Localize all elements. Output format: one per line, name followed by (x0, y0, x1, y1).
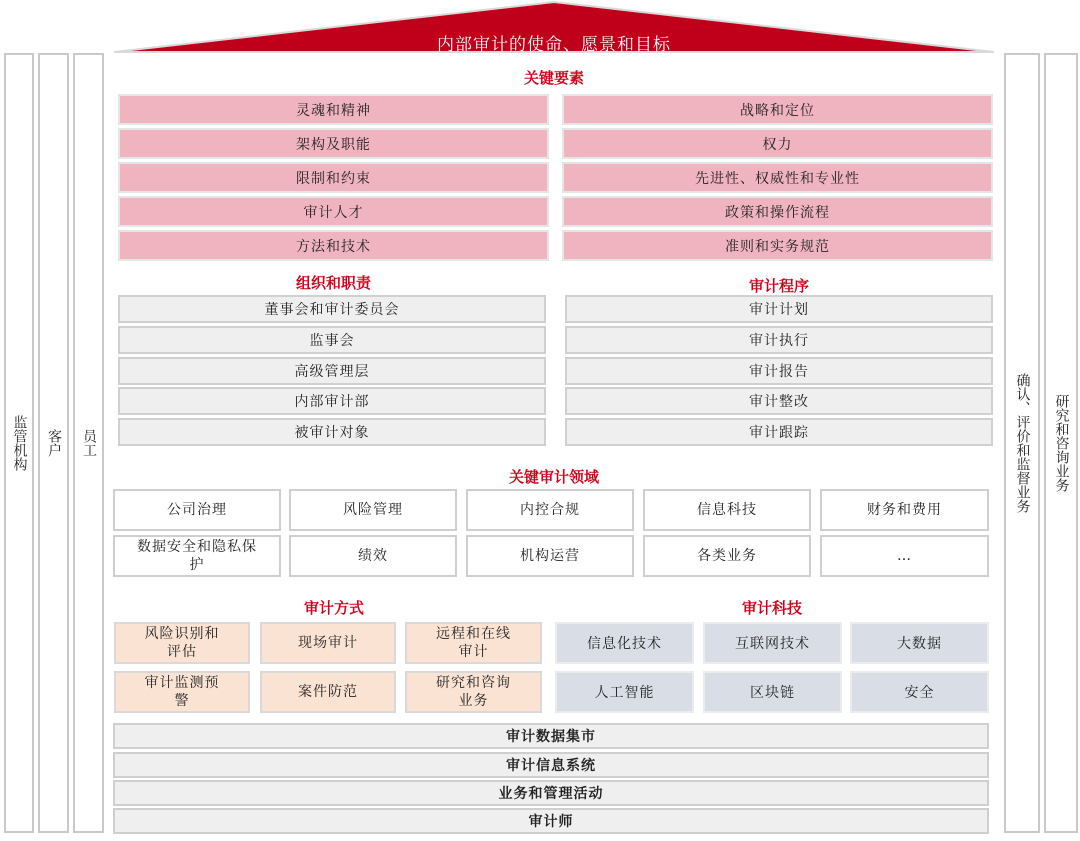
key-area-box: 财务和费用 (820, 489, 989, 531)
organization-item: 内部审计部 (118, 387, 546, 415)
pillar-regulators: 监管机构 (4, 53, 34, 833)
key-element-right: 先进性、权威性和专业性 (562, 162, 993, 193)
procedure-item: 审计计划 (565, 295, 993, 323)
key-area-box: 信息科技 (643, 489, 811, 531)
pillar-employees: 员工 (73, 53, 104, 833)
method-box: 审计监测预警 (114, 671, 250, 713)
key-element-left: 架构及职能 (118, 128, 549, 159)
key-area-box: 机构运营 (466, 535, 634, 577)
foundation-layer: 审计师 (113, 808, 989, 834)
organization-item: 被审计对象 (118, 418, 546, 446)
key-area-box: 各类业务 (643, 535, 811, 577)
procedure-item: 审计整改 (565, 387, 993, 415)
procedure-item: 审计跟踪 (565, 418, 993, 446)
method-box: 案件防范 (260, 671, 396, 713)
technology-box: 人工智能 (555, 671, 694, 713)
key-area-box: … (820, 535, 989, 577)
foundation-layer: 审计数据集市 (113, 723, 989, 749)
method-box: 风险识别和评估 (114, 622, 250, 664)
procedure-heading: 审计程序 (748, 276, 809, 295)
technology-box: 互联网技术 (703, 622, 842, 664)
key-element-left: 限制和约束 (118, 162, 549, 193)
technology-box: 大数据 (850, 622, 989, 664)
technology-box: 信息化技术 (555, 622, 694, 664)
roof-title: 内部审计的使命、愿景和目标 (437, 34, 671, 55)
organization-item: 监事会 (118, 326, 546, 354)
key-element-right: 战略和定位 (562, 94, 993, 125)
organization-item: 董事会和审计委员会 (118, 295, 546, 323)
organization-item: 高级管理层 (118, 357, 546, 385)
key-element-left: 灵魂和精神 (118, 94, 549, 125)
method-box: 研究和咨询业务 (405, 671, 542, 713)
technology-box: 安全 (850, 671, 989, 713)
pillar-customers: 客户 (38, 53, 69, 833)
key-area-box: 公司治理 (113, 489, 281, 531)
method-box: 远程和在线审计 (405, 622, 542, 664)
key-element-left: 审计人才 (118, 196, 549, 227)
key-element-left: 方法和技术 (118, 230, 549, 261)
key-area-box: 内控合规 (466, 489, 634, 531)
foundation-layer: 审计信息系统 (113, 752, 989, 778)
pillar-assurance: 确认、评价和监督业务 (1004, 53, 1040, 833)
methods-heading: 审计方式 (303, 598, 364, 617)
procedure-item: 审计执行 (565, 326, 993, 354)
organization-heading: 组织和职责 (295, 273, 371, 292)
key-element-right: 权力 (562, 128, 993, 159)
foundation-layer: 业务和管理活动 (113, 780, 989, 806)
procedure-item: 审计报告 (565, 357, 993, 385)
key-area-box: 数据安全和隐私保护 (113, 535, 281, 577)
method-box: 现场审计 (260, 622, 396, 664)
key-elements-heading: 关键要素 (523, 68, 584, 87)
key-areas-heading: 关键审计领域 (508, 467, 599, 486)
key-element-right: 政策和操作流程 (562, 196, 993, 227)
technology-box: 区块链 (703, 671, 842, 713)
key-area-box: 绩效 (289, 535, 457, 577)
key-area-box: 风险管理 (289, 489, 457, 531)
key-element-right: 准则和实务规范 (562, 230, 993, 261)
technology-heading: 审计科技 (741, 598, 802, 617)
pillar-research: 研究和咨询业务 (1044, 53, 1078, 833)
